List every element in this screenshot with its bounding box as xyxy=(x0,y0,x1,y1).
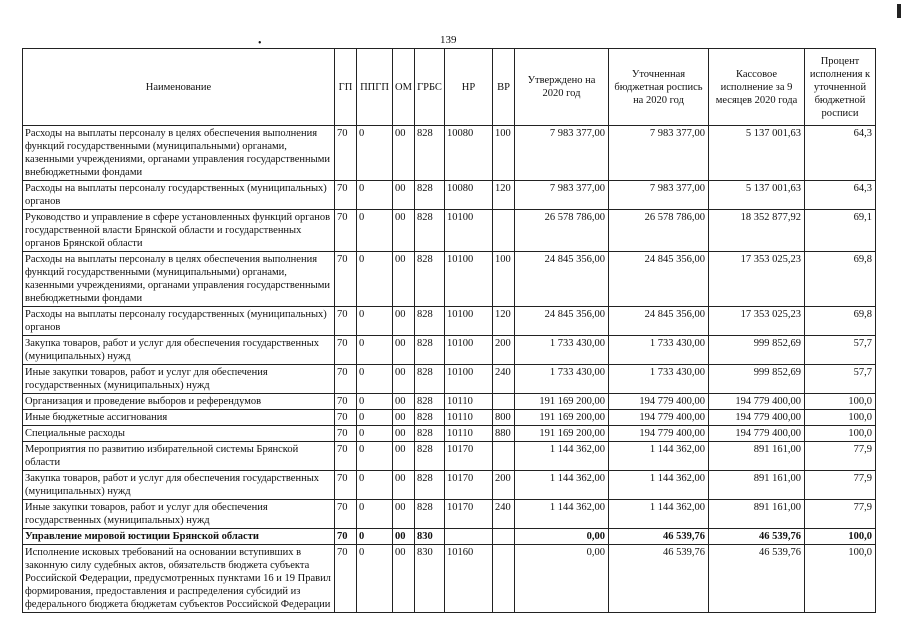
cell-om: 00 xyxy=(393,307,415,336)
cell-percent: 100,0 xyxy=(805,410,876,426)
cell-cash: 194 779 400,00 xyxy=(709,426,805,442)
cell-cash: 5 137 001,63 xyxy=(709,181,805,210)
cell-refined: 1 144 362,00 xyxy=(609,500,709,529)
cell-name: Мероприятия по развитию избирательной системы Брянской области xyxy=(23,442,335,471)
cell-cash: 891 161,00 xyxy=(709,442,805,471)
cell-nr: 10080 xyxy=(445,126,493,181)
table-row xyxy=(23,410,876,426)
cell-grbs: 830 xyxy=(415,545,445,613)
cell-name: Организация и проведение выборов и референдумов xyxy=(23,394,335,410)
cell-percent: 77,9 xyxy=(805,471,876,500)
col-header-grbs: ГРБС xyxy=(415,49,445,126)
cell-gp: 70 xyxy=(335,442,357,471)
cell-om: 00 xyxy=(393,181,415,210)
cell-name: Расходы на выплаты персоналу в целях обеспечения выполнения функций государственными (муниципальными) органами, казенными учреждениями, органами управления государственными внебюджетными фондами xyxy=(23,126,335,181)
cell-refined: 26 578 786,00 xyxy=(609,210,709,252)
page-number: 139 xyxy=(440,34,457,46)
table-row xyxy=(23,181,876,210)
cell-approved: 7 983 377,00 xyxy=(515,126,609,181)
cell-approved: 26 578 786,00 xyxy=(515,210,609,252)
cell-nr: 10100 xyxy=(445,210,493,252)
cell-cash: 999 852,69 xyxy=(709,365,805,394)
cell-vr: 200 xyxy=(493,336,515,365)
cell-cash: 5 137 001,63 xyxy=(709,126,805,181)
cell-ppgp: 0 xyxy=(357,336,393,365)
cell-cash: 194 779 400,00 xyxy=(709,394,805,410)
cell-cash: 891 161,00 xyxy=(709,471,805,500)
cell-refined: 46 539,76 xyxy=(609,545,709,613)
cell-cash: 194 779 400,00 xyxy=(709,410,805,426)
cell-nr: 10110 xyxy=(445,426,493,442)
table-row xyxy=(23,500,876,529)
cell-percent: 77,9 xyxy=(805,500,876,529)
cell-gp: 70 xyxy=(335,529,357,545)
cell-percent: 69,1 xyxy=(805,210,876,252)
col-header-ppgp: ППГП xyxy=(357,49,393,126)
cell-nr: 10110 xyxy=(445,410,493,426)
cell-om: 00 xyxy=(393,394,415,410)
col-header-approved: Утверждено на 2020 год xyxy=(515,49,609,126)
scan-edge-mark xyxy=(897,4,901,18)
cell-vr: 100 xyxy=(493,126,515,181)
cell-vr: 100 xyxy=(493,252,515,307)
cell-vr xyxy=(493,545,515,613)
cell-om: 00 xyxy=(393,426,415,442)
cell-gp: 70 xyxy=(335,545,357,613)
cell-approved: 24 845 356,00 xyxy=(515,252,609,307)
cell-gp: 70 xyxy=(335,426,357,442)
cell-approved: 0,00 xyxy=(515,529,609,545)
cell-nr xyxy=(445,529,493,545)
cell-cash: 999 852,69 xyxy=(709,336,805,365)
cell-cash: 46 539,76 xyxy=(709,529,805,545)
table-row xyxy=(23,426,876,442)
cell-refined: 194 779 400,00 xyxy=(609,410,709,426)
cell-ppgp: 0 xyxy=(357,252,393,307)
col-header-name: Наименование xyxy=(23,49,335,126)
cell-percent: 57,7 xyxy=(805,336,876,365)
cell-percent: 69,8 xyxy=(805,307,876,336)
cell-percent: 100,0 xyxy=(805,529,876,545)
col-header-vr: ВР xyxy=(493,49,515,126)
cell-refined: 46 539,76 xyxy=(609,529,709,545)
cell-grbs: 828 xyxy=(415,252,445,307)
cell-ppgp: 0 xyxy=(357,394,393,410)
cell-vr xyxy=(493,394,515,410)
cell-grbs: 828 xyxy=(415,410,445,426)
cell-ppgp: 0 xyxy=(357,500,393,529)
cell-approved: 191 169 200,00 xyxy=(515,410,609,426)
cell-om: 00 xyxy=(393,442,415,471)
cell-om: 00 xyxy=(393,336,415,365)
cell-om: 00 xyxy=(393,252,415,307)
cell-vr: 120 xyxy=(493,181,515,210)
cell-name: Иные закупки товаров, работ и услуг для обеспечения государственных (муниципальных) нужд xyxy=(23,365,335,394)
cell-refined: 24 845 356,00 xyxy=(609,307,709,336)
cell-percent: 69,8 xyxy=(805,252,876,307)
table-row xyxy=(23,442,876,471)
table-row xyxy=(23,545,876,613)
cell-percent: 64,3 xyxy=(805,126,876,181)
cell-cash: 46 539,76 xyxy=(709,545,805,613)
budget-table xyxy=(22,48,876,613)
cell-name: Управление мировой юстиции Брянской области xyxy=(23,529,335,545)
table-row xyxy=(23,394,876,410)
cell-name: Расходы на выплаты персоналу государственных (муниципальных) органов xyxy=(23,181,335,210)
table-row xyxy=(23,365,876,394)
cell-vr xyxy=(493,210,515,252)
cell-vr xyxy=(493,529,515,545)
cell-grbs: 830 xyxy=(415,529,445,545)
cell-gp: 70 xyxy=(335,500,357,529)
table-row xyxy=(23,336,876,365)
cell-nr: 10170 xyxy=(445,500,493,529)
cell-approved: 191 169 200,00 xyxy=(515,426,609,442)
cell-cash: 17 353 025,23 xyxy=(709,252,805,307)
table-header-row xyxy=(23,49,876,126)
scan-marker: • xyxy=(258,38,262,49)
cell-grbs: 828 xyxy=(415,426,445,442)
cell-nr: 10160 xyxy=(445,545,493,613)
cell-percent: 100,0 xyxy=(805,426,876,442)
table-row xyxy=(23,210,876,252)
col-header-refined: Уточненная бюджетная роспись на 2020 год xyxy=(609,49,709,126)
cell-ppgp: 0 xyxy=(357,471,393,500)
cell-name: Закупка товаров, работ и услуг для обеспечения государственных (муниципальных) нужд xyxy=(23,471,335,500)
cell-gp: 70 xyxy=(335,410,357,426)
cell-om: 00 xyxy=(393,410,415,426)
col-header-om: ОМ xyxy=(393,49,415,126)
cell-nr: 10100 xyxy=(445,252,493,307)
cell-vr: 200 xyxy=(493,471,515,500)
cell-approved: 191 169 200,00 xyxy=(515,394,609,410)
col-header-cash: Кассовое исполнение за 9 месяцев 2020 года xyxy=(709,49,805,126)
cell-name: Закупка товаров, работ и услуг для обеспечения государственных (муниципальных) нужд xyxy=(23,336,335,365)
cell-refined: 7 983 377,00 xyxy=(609,126,709,181)
cell-grbs: 828 xyxy=(415,210,445,252)
cell-om: 00 xyxy=(393,545,415,613)
cell-refined: 24 845 356,00 xyxy=(609,252,709,307)
cell-gp: 70 xyxy=(335,126,357,181)
cell-gp: 70 xyxy=(335,181,357,210)
cell-vr: 240 xyxy=(493,365,515,394)
cell-vr: 800 xyxy=(493,410,515,426)
table-row xyxy=(23,252,876,307)
cell-cash: 18 352 877,92 xyxy=(709,210,805,252)
cell-approved: 1 144 362,00 xyxy=(515,471,609,500)
table-row xyxy=(23,307,876,336)
cell-grbs: 828 xyxy=(415,336,445,365)
cell-name: Расходы на выплаты персоналу государственных (муниципальных) органов xyxy=(23,307,335,336)
cell-vr: 240 xyxy=(493,500,515,529)
cell-ppgp: 0 xyxy=(357,545,393,613)
cell-name: Расходы на выплаты персоналу в целях обеспечения выполнения функций государственными (муниципальными) органами, казенными учреждениями, органами управления государственными внебюджетными фондами xyxy=(23,252,335,307)
cell-approved: 0,00 xyxy=(515,545,609,613)
cell-vr: 120 xyxy=(493,307,515,336)
cell-vr xyxy=(493,442,515,471)
cell-om: 00 xyxy=(393,126,415,181)
cell-percent: 57,7 xyxy=(805,365,876,394)
cell-refined: 1 733 430,00 xyxy=(609,336,709,365)
cell-approved: 24 845 356,00 xyxy=(515,307,609,336)
cell-om: 00 xyxy=(393,210,415,252)
cell-refined: 7 983 377,00 xyxy=(609,181,709,210)
cell-grbs: 828 xyxy=(415,181,445,210)
cell-refined: 1 144 362,00 xyxy=(609,471,709,500)
cell-ppgp: 0 xyxy=(357,365,393,394)
cell-name: Руководство и управление в сфере установленных функций органов государственной власти Брянской области и государственных органов Брянской области xyxy=(23,210,335,252)
cell-approved: 1 144 362,00 xyxy=(515,500,609,529)
cell-nr: 10080 xyxy=(445,181,493,210)
cell-ppgp: 0 xyxy=(357,210,393,252)
table-row xyxy=(23,471,876,500)
cell-percent: 100,0 xyxy=(805,394,876,410)
table-row xyxy=(23,529,876,545)
cell-grbs: 828 xyxy=(415,126,445,181)
cell-nr: 10100 xyxy=(445,307,493,336)
cell-name: Иные закупки товаров, работ и услуг для обеспечения государственных (муниципальных) нужд xyxy=(23,500,335,529)
cell-nr: 10100 xyxy=(445,336,493,365)
cell-gp: 70 xyxy=(335,252,357,307)
col-header-percent: Процент исполнения к уточненной бюджетной росписи xyxy=(805,49,876,126)
cell-name: Специальные расходы xyxy=(23,426,335,442)
cell-grbs: 828 xyxy=(415,471,445,500)
cell-grbs: 828 xyxy=(415,442,445,471)
col-header-nr: НР xyxy=(445,49,493,126)
cell-grbs: 828 xyxy=(415,500,445,529)
cell-cash: 891 161,00 xyxy=(709,500,805,529)
cell-approved: 1 733 430,00 xyxy=(515,336,609,365)
cell-gp: 70 xyxy=(335,394,357,410)
cell-approved: 1 733 430,00 xyxy=(515,365,609,394)
cell-nr: 10170 xyxy=(445,471,493,500)
cell-om: 00 xyxy=(393,529,415,545)
cell-name: Иные бюджетные ассигнования xyxy=(23,410,335,426)
cell-percent: 77,9 xyxy=(805,442,876,471)
cell-ppgp: 0 xyxy=(357,410,393,426)
cell-gp: 70 xyxy=(335,307,357,336)
cell-cash: 17 353 025,23 xyxy=(709,307,805,336)
cell-approved: 7 983 377,00 xyxy=(515,181,609,210)
cell-nr: 10170 xyxy=(445,442,493,471)
cell-ppgp: 0 xyxy=(357,529,393,545)
cell-nr: 10110 xyxy=(445,394,493,410)
cell-gp: 70 xyxy=(335,471,357,500)
cell-vr: 880 xyxy=(493,426,515,442)
cell-refined: 194 779 400,00 xyxy=(609,394,709,410)
cell-refined: 1 144 362,00 xyxy=(609,442,709,471)
table-row xyxy=(23,126,876,181)
cell-ppgp: 0 xyxy=(357,426,393,442)
cell-ppgp: 0 xyxy=(357,126,393,181)
cell-ppgp: 0 xyxy=(357,181,393,210)
cell-om: 00 xyxy=(393,500,415,529)
cell-gp: 70 xyxy=(335,365,357,394)
cell-ppgp: 0 xyxy=(357,307,393,336)
cell-refined: 194 779 400,00 xyxy=(609,426,709,442)
cell-nr: 10100 xyxy=(445,365,493,394)
cell-gp: 70 xyxy=(335,210,357,252)
cell-name: Исполнение исковых требований на основании вступивших в законную силу судебных актов, обязательств бюджета субъекта Российской Федерации, предусмотренных пунктами 16 и 19 Правил формирования, предоставления и распределения субсидий из федерального бюджета бюджетам субъектов Российской Федерации xyxy=(23,545,335,613)
cell-ppgp: 0 xyxy=(357,442,393,471)
col-header-gp: ГП xyxy=(335,49,357,126)
cell-om: 00 xyxy=(393,365,415,394)
cell-grbs: 828 xyxy=(415,365,445,394)
cell-refined: 1 733 430,00 xyxy=(609,365,709,394)
cell-om: 00 xyxy=(393,471,415,500)
table-body xyxy=(23,126,876,613)
cell-grbs: 828 xyxy=(415,307,445,336)
cell-approved: 1 144 362,00 xyxy=(515,442,609,471)
cell-gp: 70 xyxy=(335,336,357,365)
cell-percent: 100,0 xyxy=(805,545,876,613)
cell-percent: 64,3 xyxy=(805,181,876,210)
cell-grbs: 828 xyxy=(415,394,445,410)
